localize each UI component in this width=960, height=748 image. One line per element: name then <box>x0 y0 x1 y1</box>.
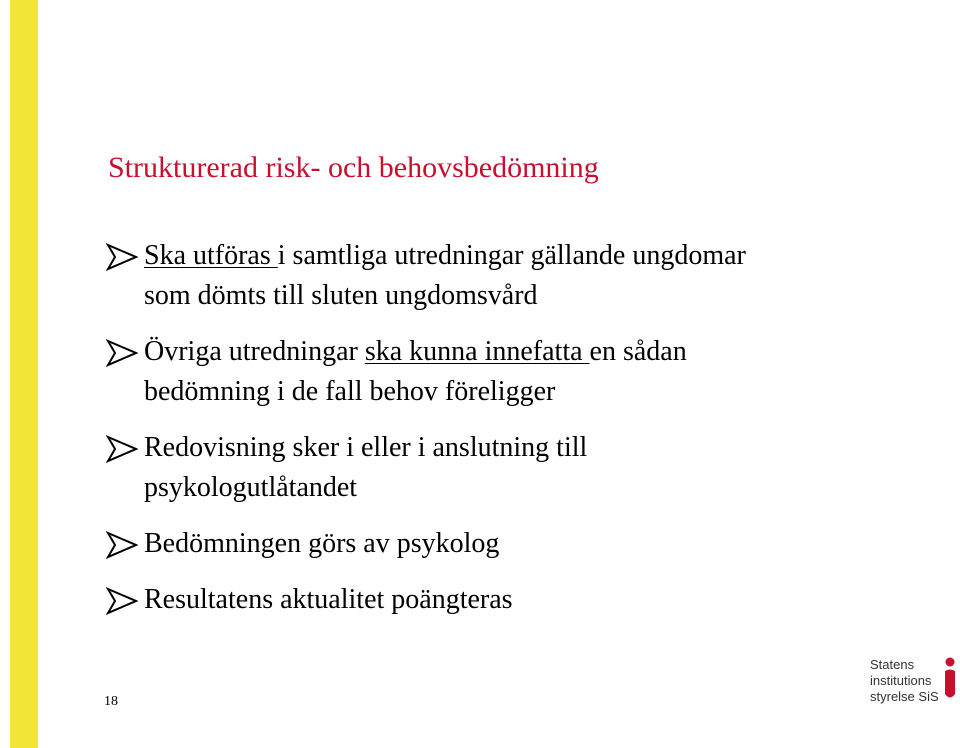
bullet-item <box>106 428 936 508</box>
arrow-bullet-icon <box>106 435 138 463</box>
slide-title: Strukturerad risk- och behovsbedömning <box>108 151 599 184</box>
logo-text-statens: Statens <box>870 657 915 672</box>
bullet-text-line <box>144 236 936 276</box>
bullet-text: i samtliga utredningar gällande ungdomar <box>277 240 746 271</box>
sis-logo <box>870 657 960 717</box>
bullet-list <box>106 236 936 636</box>
arrow-bullet-icon <box>106 339 138 367</box>
arrow-bullet-icon <box>106 531 138 559</box>
bullet-text-line <box>144 468 936 508</box>
logo-i-mark-icon <box>942 657 958 701</box>
underlined-text: Ska utföras <box>144 240 278 271</box>
yellow-side-bar <box>10 0 38 748</box>
bullet-text-line <box>144 332 936 372</box>
bullet-text-line <box>144 524 936 564</box>
bullet-text: Redovisning sker i eller i anslutning till <box>144 432 588 463</box>
bullet-text-line <box>144 580 936 620</box>
bullet-text: en sådan <box>589 336 687 367</box>
arrow-bullet-icon <box>106 587 138 615</box>
arrow-bullet-icon <box>106 243 138 271</box>
bullet-text: Övriga utredningar <box>144 336 365 367</box>
bullet-item <box>106 236 936 316</box>
bullet-item <box>106 332 936 412</box>
bullet-text-line <box>144 428 936 468</box>
bullet-text: Bedömningen görs av psykolog <box>144 528 500 559</box>
bullet-item <box>106 524 936 564</box>
logo-text-styrelse: styrelse SiS <box>870 689 939 704</box>
bullet-text-line <box>144 372 936 412</box>
logo-text-institutions: institutions <box>870 673 932 688</box>
bullet-text: Resultatens aktualitet poängteras <box>144 584 513 615</box>
page-number: 18 <box>104 694 118 709</box>
bullet-text: bedömning i de fall behov föreligger <box>144 376 556 407</box>
bullet-text: psykologutlåtandet <box>144 472 358 503</box>
underlined-text: ska kunna innefatta <box>364 336 590 367</box>
bullet-text-line <box>144 276 936 316</box>
bullet-item <box>106 580 936 620</box>
bullet-text: som dömts till sluten ungdomsvård <box>144 280 538 311</box>
